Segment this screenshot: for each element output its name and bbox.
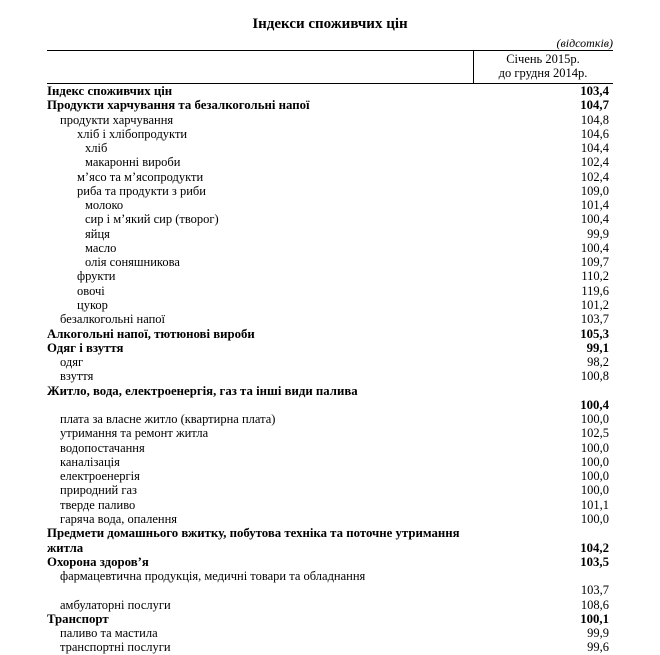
- table-row: [47, 155, 613, 169]
- table-row: [47, 598, 613, 612]
- row-label: олія соняшникова: [85, 255, 180, 270]
- table-row: [47, 626, 613, 640]
- row-value: 100,4: [580, 240, 609, 255]
- row-value: 100,0: [580, 469, 609, 484]
- column-header: [474, 53, 612, 80]
- row-label: Житло, вода, електроенергія, газ та інші види палива: [47, 383, 358, 398]
- table-row: [47, 170, 613, 184]
- row-value: 104,6: [580, 126, 609, 141]
- row-label: плата за власне житло (квартирна плата): [60, 412, 276, 427]
- row-value: 103,7: [580, 312, 609, 327]
- row-label: Алкогольні напої, тютюнові вироби: [47, 326, 255, 341]
- row-label: Предмети домашнього вжитку, побутова техніка та поточне утримання житла: [47, 526, 460, 555]
- row-label: транспортні послуги: [60, 640, 171, 655]
- table-row: [47, 312, 613, 326]
- row-value: 100,4: [580, 212, 609, 227]
- table-row: [47, 469, 613, 483]
- table-row: [47, 384, 613, 413]
- row-label: овочі: [77, 283, 105, 298]
- table-row: [47, 498, 613, 512]
- row-value: 110,2: [581, 269, 609, 284]
- table-row: [47, 612, 613, 626]
- table-row: [47, 341, 613, 355]
- table-row: [47, 512, 613, 526]
- table-row: [47, 98, 613, 112]
- row-label: Індекс споживчих цін: [47, 84, 173, 98]
- row-value: 100,0: [580, 412, 609, 427]
- table-row: [47, 412, 613, 426]
- row-value: 100,0: [580, 454, 609, 469]
- table-row: [47, 426, 613, 440]
- row-label: хліб і хлібопродукти: [77, 126, 188, 141]
- row-label: утримання та ремонт житла: [60, 426, 209, 441]
- row-value: 103,5: [580, 554, 609, 569]
- table-body: [47, 84, 613, 655]
- row-value: 100,0: [580, 483, 609, 498]
- table-row: [47, 255, 613, 269]
- row-label: хліб: [85, 141, 108, 156]
- column-header-line1: Січень 2015р.: [506, 52, 580, 66]
- row-value: 103,4: [580, 84, 609, 98]
- row-value: 100,8: [580, 369, 609, 384]
- table-title: Індекси споживчих цін: [252, 16, 408, 32]
- row-label: риба та продукти з риби: [77, 183, 206, 198]
- row-value: 102,5: [580, 426, 609, 441]
- row-value: 101,1: [580, 497, 609, 512]
- row-label: м’ясо та м’ясопродукти: [77, 169, 204, 184]
- table-row: [47, 555, 613, 569]
- table-row: [47, 355, 613, 369]
- row-label: масло: [85, 240, 117, 255]
- row-label: природний газ: [60, 483, 137, 498]
- row-label: тверде паливо: [60, 497, 136, 512]
- table-row: [47, 369, 613, 383]
- row-label: безалкогольні напої: [60, 312, 166, 327]
- row-label: макаронні вироби: [85, 155, 181, 170]
- row-value: 103,7: [580, 583, 609, 598]
- row-value: 98,2: [587, 355, 609, 370]
- table-row: [47, 198, 613, 212]
- row-label: одяг: [60, 355, 84, 370]
- table-row: [47, 569, 613, 598]
- row-value: 99,6: [587, 640, 609, 655]
- row-value: 99,1: [586, 340, 609, 355]
- table-row: [47, 241, 613, 255]
- row-label: цукор: [77, 297, 108, 312]
- row-value: 100,0: [580, 511, 609, 526]
- table-row: [47, 526, 613, 555]
- row-value: 101,2: [580, 297, 609, 312]
- row-label: продукти харчування: [60, 112, 174, 127]
- table-row: [47, 455, 613, 469]
- row-value: 104,8: [580, 112, 609, 127]
- row-value: 100,1: [580, 611, 609, 626]
- row-value: 100,4: [580, 397, 609, 412]
- row-label: сир і м’який сир (творог): [85, 212, 219, 227]
- row-label: Продукти харчування та безалкогольні напої: [47, 98, 310, 113]
- table-row: [47, 113, 613, 127]
- table-row: [47, 212, 613, 226]
- row-value: 99,9: [587, 226, 609, 241]
- row-value: 99,9: [587, 626, 609, 641]
- header-top-rule: [47, 50, 613, 51]
- table-row: [47, 298, 613, 312]
- row-value: 104,2: [580, 540, 609, 555]
- unit-note: (відсотків): [556, 36, 613, 50]
- column-header-line2: до грудня 2014р.: [498, 65, 588, 80]
- row-label: Охорона здоров’я: [47, 554, 149, 569]
- row-label: каналізація: [60, 454, 120, 469]
- row-value: 104,4: [580, 141, 609, 156]
- row-label: амбулаторні послуги: [60, 597, 171, 612]
- row-label: яйця: [85, 226, 110, 241]
- table-row: [47, 227, 613, 241]
- row-label: гаряча вода, опалення: [60, 511, 178, 526]
- row-label: паливо та мастила: [60, 626, 158, 641]
- table-row: [47, 327, 613, 341]
- row-label: Транспорт: [47, 611, 109, 626]
- row-value: 119,6: [581, 283, 609, 298]
- row-label: фрукти: [77, 269, 116, 284]
- row-value: 104,7: [580, 98, 609, 113]
- table-row: [47, 284, 613, 298]
- row-value: 108,6: [580, 597, 609, 612]
- row-label: Одяг і взуття: [47, 340, 124, 355]
- table-row: [47, 184, 613, 198]
- row-value: 101,4: [580, 198, 609, 213]
- row-value: 105,3: [580, 326, 609, 341]
- row-label: фармацевтична продукція, медичні товари та обладнання: [60, 569, 366, 584]
- row-label: водопостачання: [60, 440, 145, 455]
- row-value: 109,0: [580, 183, 609, 198]
- table-row: [47, 441, 613, 455]
- table-row: [47, 269, 613, 283]
- row-value: 100,0: [580, 440, 609, 455]
- table-row: [47, 483, 613, 497]
- table-row: [47, 84, 613, 98]
- row-label: взуття: [60, 369, 94, 384]
- table-row: [47, 127, 613, 141]
- row-label: молоко: [85, 198, 124, 213]
- row-value: 109,7: [580, 255, 609, 270]
- table-row: [47, 141, 613, 155]
- row-value: 102,4: [580, 155, 609, 170]
- row-label: електроенергія: [60, 469, 140, 484]
- row-value: 102,4: [580, 169, 609, 184]
